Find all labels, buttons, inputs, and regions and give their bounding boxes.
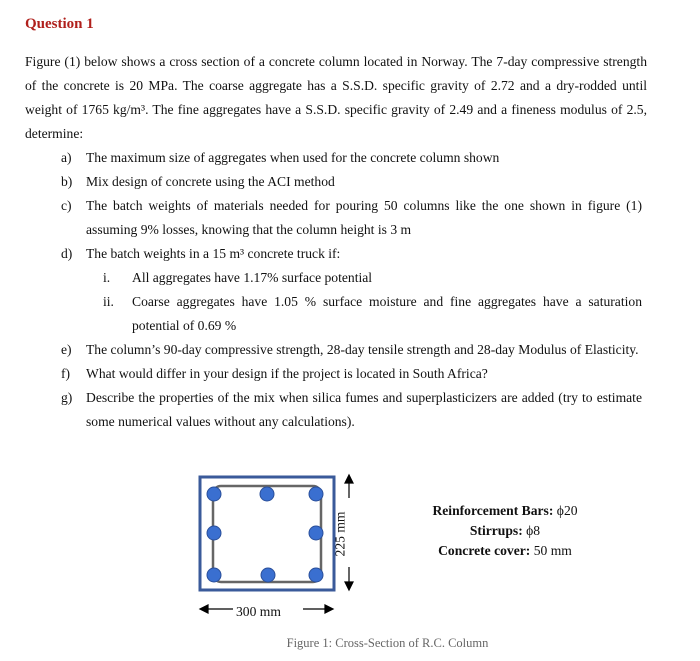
rebar-label: Reinforcement Bars: — [432, 503, 554, 518]
item-text: The batch weights in a 15 m³ concrete truck if: — [86, 246, 341, 261]
item-label: a) — [61, 150, 72, 165]
stirrup-label: Stirrups: — [469, 523, 523, 538]
rebar — [309, 526, 323, 540]
height-label: 225 mm — [332, 511, 348, 557]
stirrup-spec — [410, 523, 600, 539]
cover-label: Concrete cover: — [438, 543, 531, 558]
rebar-value: ϕ20 — [556, 503, 578, 518]
sub-text: Coarse aggregates have 1.05 % surface moisture and fine aggregates have a saturation potential of 0.69 % — [132, 294, 642, 333]
rebar-spec — [410, 503, 600, 519]
question-title: Question 1 — [25, 16, 94, 32]
cover-spec — [410, 543, 600, 559]
item-label: b) — [61, 174, 73, 189]
intro-paragraph: Figure (1) below shows a cross section of a concrete column located in Norway. The 7-day compressive strength of the concrete is 20 MPa. The coarse aggregate has a S.S.D. specific gravity of 2.72 and a dry-rodded until weight of 1765 kg/m³. The fine aggregates have a S.S.D. specific gravity of 2.49 and a fineness modulus of 2.5, determine: — [25, 54, 647, 141]
rebar — [207, 487, 221, 501]
item-label: c) — [61, 198, 72, 213]
rebar — [207, 526, 221, 540]
item-text: Mix design of concrete using the ACI method — [86, 174, 335, 189]
item-label: e) — [61, 342, 72, 357]
rebar — [309, 568, 323, 582]
item-label: d) — [61, 246, 73, 261]
item-text: The maximum size of aggregates when used for the concrete column shown — [86, 150, 500, 165]
sub-text: All aggregates have 1.17% surface potential — [132, 270, 373, 285]
cover-value: 50 mm — [533, 543, 572, 558]
sub-label: ii. — [103, 294, 114, 309]
figure-caption: Figure 1: Cross-Section of R.C. Column — [286, 636, 489, 650]
rebar — [260, 487, 274, 501]
rebar — [261, 568, 275, 582]
width-label: 300 mm — [236, 604, 281, 619]
stirrup-value: ϕ8 — [526, 523, 541, 538]
item-text: The column’s 90-day compressive strength, 28-day tensile strength and 28-day Modulus of Elasticity. — [86, 342, 639, 357]
item-text: Describe the properties of the mix when silica fumes and superplasticizers are added (try to estimate some numerical values without any calculations). — [86, 390, 642, 429]
rebar — [309, 487, 323, 501]
item-label: g) — [61, 390, 73, 405]
item-text: What would differ in your design if the project is located in South Africa? — [86, 366, 488, 381]
rebar — [207, 568, 221, 582]
item-label: f) — [61, 366, 71, 381]
item-text: The batch weights of materials needed for pouring 50 columns like the one shown in figure (1) assuming 9% losses, knowing that the column height is 3 m — [86, 198, 642, 237]
sub-label: i. — [103, 270, 111, 285]
